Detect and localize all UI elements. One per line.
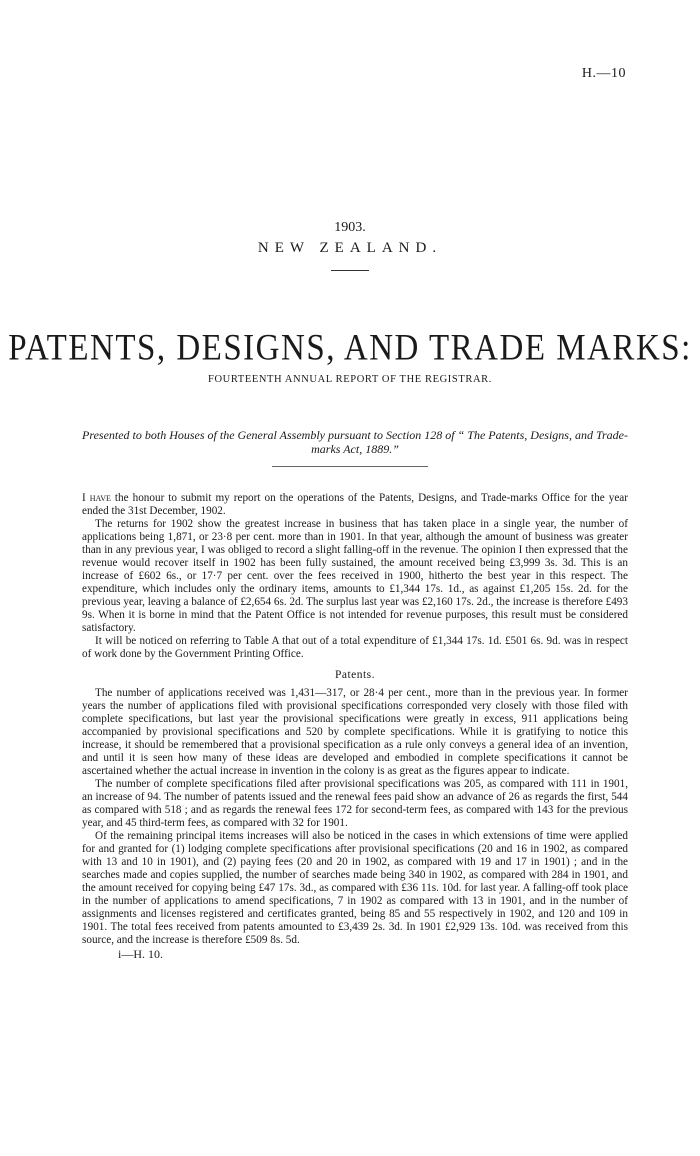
paragraph-applications: The number of applications received was 1,431—317, or 28·4 per cent., more than in the previous year. In former years the number of applications filed with provisional specifications corresponded very closely with those filed with complete specifications, but last year the provisional specifications were greatly in excess, 911 applications being accompanied by provisional specifications and 520 by complete specifications. While it is gratifying to notice this increase, it should be remembered that a provisional specification as a rule only conveys a general idea of an invention, and until it is seen how many of these ideas are developed and embodied in complete specifications it cannot be ascertained whether the actual increase in invention in the colony is as great as the figures appear to indicate. [82, 687, 628, 777]
short-rule [331, 270, 369, 271]
opening-words: I have [82, 492, 111, 504]
paragraph-opening [82, 492, 628, 518]
paragraph-specifications: The number of complete specifications filed after provisional specifications was 205, as compared with 111 in 1901, an increase of 94. The number of patents issued and the renewal fees paid show an advance of 26 as regards the first, 544 as compared with 518 ; and as regards the renewal fees 172 for second-term fees, as compared with 143 for the previous year, and 45 third-term fees, as compared with 32 for 1901. [82, 778, 628, 829]
page-reference: H.—10 [581, 66, 626, 81]
page-title: PATENTS, DESIGNS, AND TRADE MARKS: [8, 328, 692, 369]
report-subtitle: FOURTEENTH ANNUAL REPORT OF THE REGISTRAR. [208, 374, 492, 385]
paragraph-remaining-items: Of the remaining principal items increases will also be noticed in the cases in which extensions of time were applied for and granted for (1) lodging complete specifications after provisional specifications (20 and 16 in 1902, as compared with 13 and 10 in 1901), and (2) paying fees (20 and 20 in 1902, as compared with 19 and 17 in 1901) ; and in the searches made and copies supplied, the number of searches made being 340 in 1902, as compared with 284 in 1901, and the amount received for copying being £47 17s. 3d., as compared with £36 11s. 10d. for last year. A falling-off took place in the number of applications to amend specifications, 7 in 1902 as compared with 13 in 1901, and in the number of assignments and licenses registered and certificates granted, being 85 and 55 respectively in 1902, and 120 and 109 in 1901. The total fees received from patents amounted to £3,439 2s. 3d. In 1901 £2,929 13s. 10d. was received from this source, and the increase is therefore £509 8s. 5d. [82, 830, 628, 946]
paragraph-returns: The returns for 1902 show the greatest increase in business that has taken place in a single year, the number of applications being 1,871, or 23·8 per cent. more than in 1901. In that year, although the amount of business was greater than in any previous year, I was obliged to record a slight falling-off in the revenue. The opinion I then expressed that the revenue would recover itself in 1902 has been fully sustained, the amount received being £3,999 3s. 3d. This is an increase of £602 6s., or 17·7 per cent. over the fees received in 1900, hitherto the best year in this respect. The expenditure, which includes only the ordinary items, amounts to £1,344 17s. 1d., as against £1,205 15s. 2d. for the previous year, leaving a balance of £2,654 6s. 2d. The surplus last year was £2,160 17s. 2d., the increase is therefore £493 9s. When it is borne in mind that the Patent Office is not intended for revenue purposes, this result must be considered satisfactory. [82, 518, 628, 634]
opening-text: the honour to submit my report on the operations of the Patents, Designs, and Trade-marks Office for the year ended the 31st December, 1902. [82, 492, 628, 517]
report-body [82, 492, 628, 961]
paragraph-expenditure: It will be noticed on referring to Table A that out of a total expenditure of £1,344 17s. 1d. £501 6s. 9d. was in respect of work done by the Government Printing Office. [82, 635, 628, 660]
page-folio: i—H. 10. [118, 947, 163, 961]
presented-note: Presented to both Houses of the General Assembly pursuant to Section 128 of “ The Patents, Designs, and Trade-marks Act, 1889.” [82, 428, 628, 456]
document-year: 1903. [334, 220, 366, 235]
section-divider [272, 466, 428, 467]
section-heading-patents: Patents. [334, 669, 376, 681]
country-heading: NEW ZEALAND. [257, 240, 443, 256]
